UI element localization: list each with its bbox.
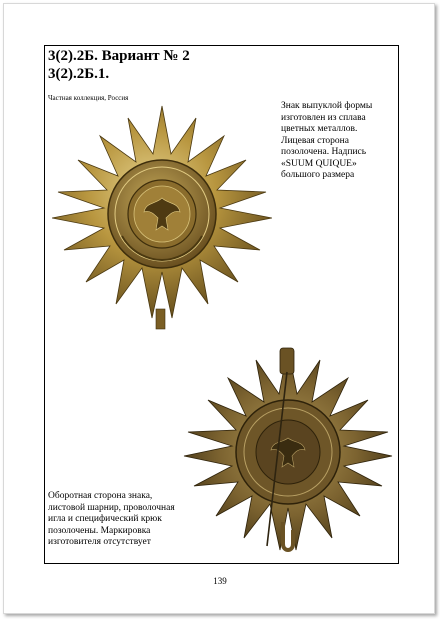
page-number: 139 [213,576,227,586]
title-line-2: 3(2).2Б.1. [48,66,110,82]
title-line-1: 3(2).2Б. Вариант № 2 [48,48,190,64]
front-description: Знак выпуклой формы изготовлен из сплава цветных металлов. Лицевая сторона позолочена. Надпись «SUUM QUIQUE» большого размера [281,101,373,180]
hinge [280,348,294,374]
badge-front-image [52,104,272,330]
badge-back-image [183,344,393,560]
page-title [48,47,190,83]
collection-caption: Частная коллекция, Россия [48,94,129,102]
back-description: Оборотная сторона знака, листовой шарнир, проволочная игла и специфический крюк позолочены. Маркировка изготовителя отсутствует [48,491,175,547]
